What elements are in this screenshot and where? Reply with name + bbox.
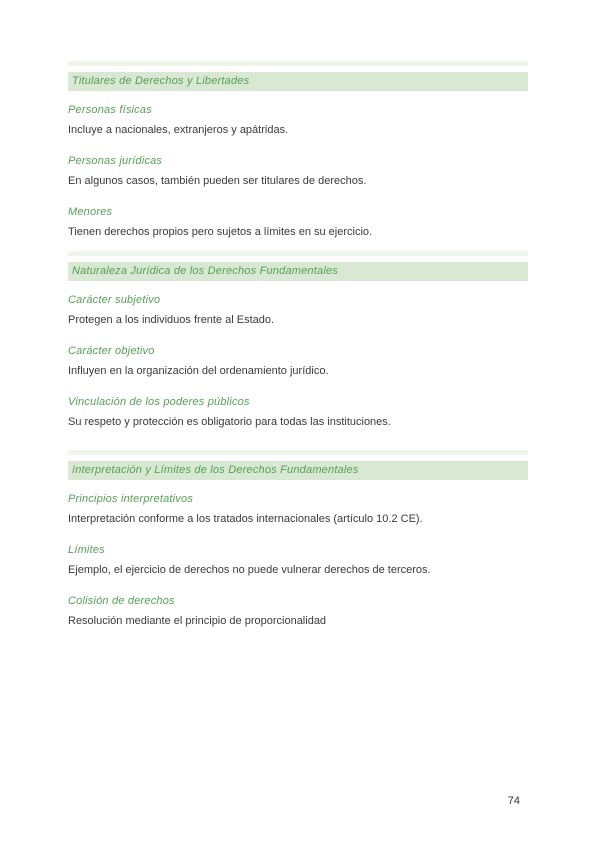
section-title: Interpretación y Límites de los Derechos Fundamentales [72,464,359,476]
item-heading: Límites [68,544,105,556]
item-heading: Vinculación de los poderes públicos [68,396,250,408]
item-heading: Personas físicas [68,104,152,116]
page-number: 74 [507,795,520,807]
section-highlight-strip [68,450,528,455]
item-body: En algunos casos, también pueden ser titulares de derechos. [68,175,367,187]
item-heading: Carácter subjetivo [68,294,161,306]
item-body: Protegen a los individuos frente al Estado. [68,314,275,326]
item-body: Resolución mediante el principio de proporcionalidad [68,615,327,627]
item-body: Interpretación conforme a los tratados internacionales (artículo 10.2 CE). [68,513,423,525]
section-title-bar [68,72,528,91]
section-title: Naturaleza Jurídica de los Derechos Fundamentales [72,265,338,277]
section-highlight-strip [68,61,528,66]
item-body: Incluye a nacionales, extranjeros y apátridas. [68,124,289,136]
section-highlight-strip [68,251,528,256]
section-interpretacion-limites [68,450,528,627]
item-heading: Personas jurídicas [68,155,163,167]
item-body: Su respeto y protección es obligatorio para todas las instituciones. [68,416,391,428]
item-body: Tienen derechos propios pero sujetos a límites en su ejercicio. [68,226,373,238]
section-naturaleza-juridica [68,251,528,428]
item-heading: Menores [68,206,113,218]
item-heading: Colisión de derechos [68,595,175,607]
section-title-bar [68,262,528,281]
item-body: Ejemplo, el ejercicio de derechos no puede vulnerar derechos de terceros. [68,564,431,576]
item-heading: Carácter objetivo [68,345,155,357]
item-body: Influyen en la organización del ordenamiento jurídico. [68,365,329,377]
section-title-bar [68,461,528,480]
section-title: Titulares de Derechos y Libertades [72,75,250,87]
item-heading: Principios interpretativos [68,493,194,505]
section-titulares [68,61,528,238]
